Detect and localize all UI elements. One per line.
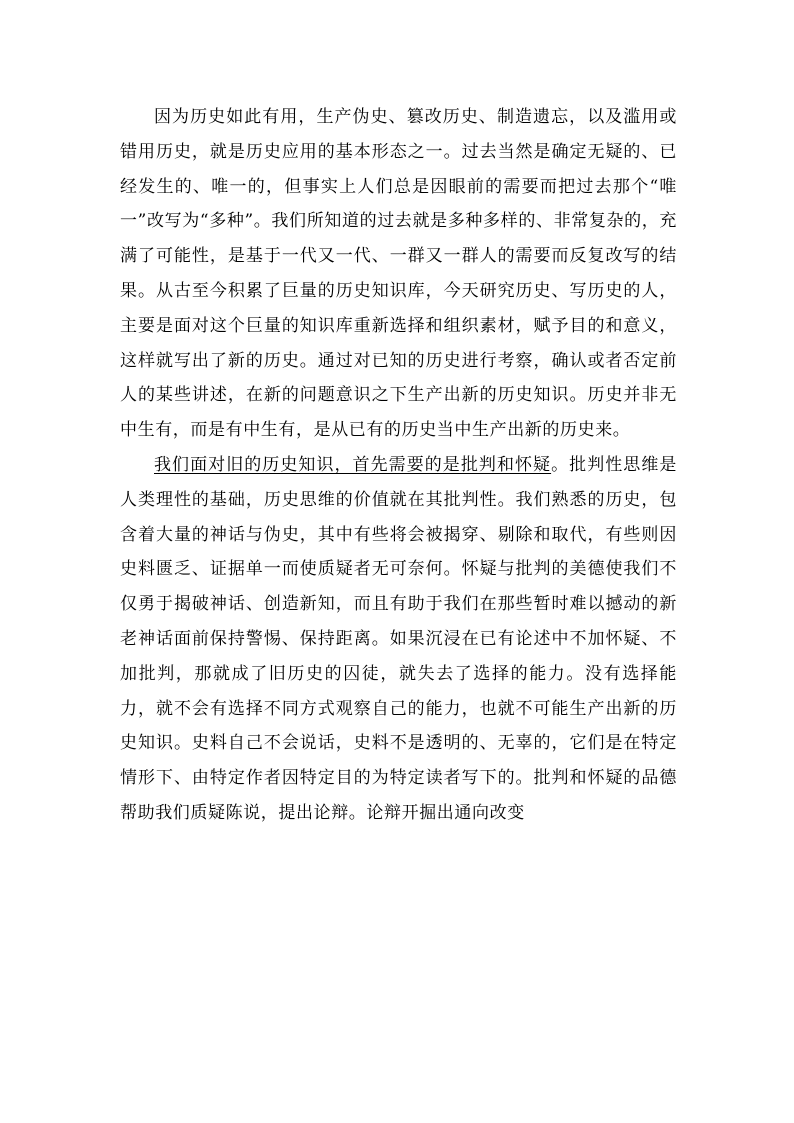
paragraph-text: 因为历史如此有用，生产伪史、篡改历史、制造遗忘，以及滥用或错用历史，就是历史应用的基本形态之一。过去当然是确定无疑的、已经发生的、唯一的，但事实上人们总是因眼前的需要而把过去那个“唯一”改写为“多种”。我们所知道的过去就是多种多样的、非常复杂的，充满了可能性，是基于一代又一代、一群又一群人的需要而反复改写的结果。从古至今积累了巨量的历史知识库，今天研究历史、写历史的人，主要是面对这个巨量的知识库重新选择和组织素材，赋予目的和意义，这样就写出了新的历史。通过对已知的历史进行考察，确认或者否定前人的某些讲述，在新的问题意识之下生产出新的历史知识。历史并非无中生有，而是有中生有，是从已有的历史当中生产出新的历史来。 [120,107,677,441]
paragraph [120,448,677,831]
underlined-thesis-sentence: 我们面对旧的历史知识，首先需要的是批判和怀疑 [154,454,552,475]
body-text [120,100,677,831]
paragraph-text: 。批判性思维是人类理性的基础，历史思维的价值就在其批判性。我们熟悉的历史，包含着大量的神话与伪史，其中有些将会被揭穿、剔除和取代，有些则因史料匮乏、证据单一而使质疑者无可奈何。怀疑与批判的美德使我们不仅勇于揭破神话、创造新知，而且有助于我们在那些暂时难以撼动的新老神话面前保持警惕、保持距离。如果沉浸在已有论述中不加怀疑、不加批判，那就成了旧历史的囚徒，就失去了选择的能力。没有选择能力，就不会有选择不同方式观察自己的能力，也就不可能生产出新的历史知识。史料自己不会说话，史料不是透明的、无辜的，它们是在特定情形下、由特定作者因特定目的为特定读者写下的。批判和怀疑的品德帮助我们质疑陈说，提出论辩。论辩开掘出通向改变 [120,454,677,823]
paragraph [120,100,677,448]
